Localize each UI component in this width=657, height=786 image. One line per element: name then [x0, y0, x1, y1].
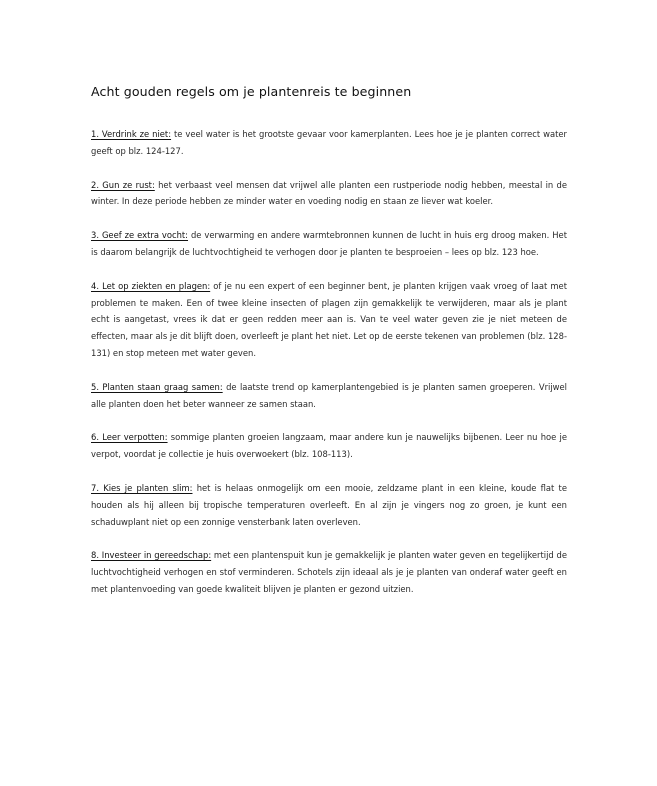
rule-heading: 4. Let op ziekten en plagen:: [91, 280, 211, 291]
page-content: [91, 84, 567, 615]
rule-4: [91, 278, 567, 362]
rule-7: [91, 480, 567, 530]
rule-heading: 1. Verdrink ze niet:: [91, 129, 172, 139]
rule-body: het verbaast veel mensen dat vrijwel alle planten een rustperiode nodig hebben, meestal in de winter. In deze periode hebben ze minder water en voeding nodig en staan ze liever wat koeler.: [91, 179, 567, 207]
rule-6: [91, 429, 567, 463]
rule-heading: 6. Leer verpotten:: [91, 432, 168, 443]
rule-heading: 8. Investeer in gereedschap:: [91, 550, 212, 561]
rule-body: sommige planten groeien langzaam, maar andere kun je nauwelijks bijbenen. Leer nu hoe je verpot, voordat je collectie je huis overwoekert (blz. 108-113).: [91, 432, 567, 460]
rule-2: [91, 177, 567, 211]
rule-body: te veel water is het grootste gevaar voor kamerplanten. Lees hoe je je planten correct water geeft op blz. 124-127.: [91, 129, 567, 156]
rule-8: [91, 547, 567, 597]
rule-heading: 3. Geef ze extra vocht:: [91, 230, 189, 241]
rule-body: de verwarming en andere warmtebronnen kunnen de lucht in huis erg droog maken. Het is daarom belangrijk de luchtvochtigheid te verhogen door je planten te besproeien – lees op blz. 123 hoe.: [91, 230, 567, 257]
rule-5: [91, 379, 567, 413]
rule-heading: 5. Planten staan graag samen:: [91, 381, 223, 392]
rule-3: [91, 227, 567, 261]
rule-body: of je nu een expert of een beginner bent, je planten krijgen vaak vroeg of laat met problemen te maken. Een of twee kleine insecten of plagen zijn gemakkelijk te verwijderen, maar als je plant echt is aangetast, vrees ik dat er geen redden meer aan is. Van te veel water geven zie je niet meteen de effecten, maar als je dit blijft doen, overleeft je plant het niet. Let op de eerste tekenen van problemen (blz. 128-131) en stop meteen met water geven.: [91, 280, 567, 358]
page-title: Acht gouden regels om je plantenreis te beginnen: [91, 84, 412, 99]
rule-1: [91, 126, 567, 160]
rule-body: de laatste trend op kamerplantengebied is je planten samen groeperen. Vrijwel alle planten doen het beter wanneer ze samen staan.: [91, 381, 567, 409]
rule-body: met een plantenspuit kun je gemakkelijk je planten water geven en tegelijkertijd de luchtvochtigheid verhogen en stof verminderen. Schotels zijn ideaal als je je planten van onderaf water geeft en met plantenvoeding van goede kwaliteit blijven je planten er gezond uitzien.: [91, 550, 567, 594]
rule-body: het is helaas onmogelijk om een mooie, zeldzame plant in een kleine, koude flat te houden als hij alleen bij tropische temperaturen overleeft. En al zijn je vingers nog zo groen, je kunt een schaduwplant niet op een zonnige vensterbank laten overleven.: [91, 482, 567, 527]
rule-heading: 2. Gun ze rust:: [91, 179, 155, 190]
rule-heading: 7. Kies je planten slim:: [91, 482, 193, 493]
